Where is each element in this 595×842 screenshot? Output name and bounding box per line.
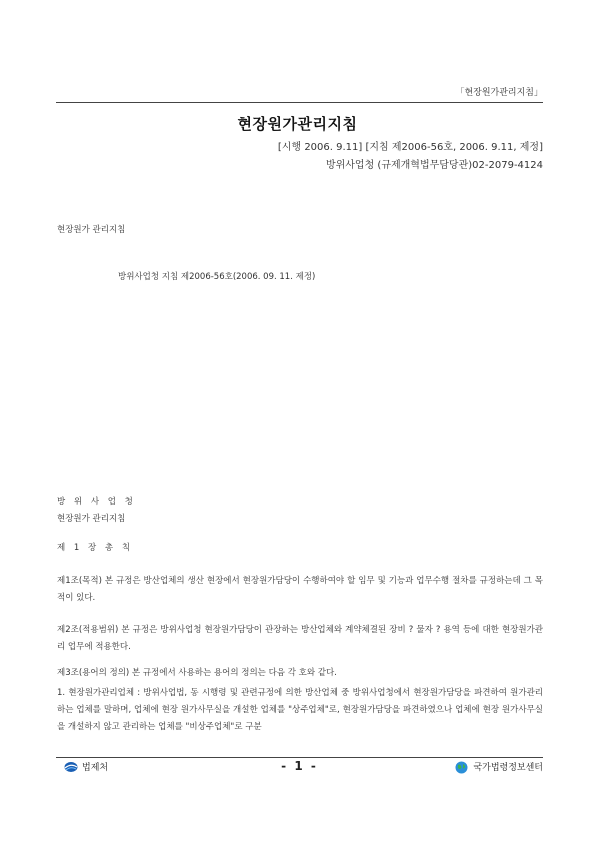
- header-rule: [56, 102, 543, 103]
- footer-right: [455, 760, 543, 773]
- footer-rule: [56, 757, 543, 758]
- law-name: 현장원가 관리지침: [57, 225, 126, 235]
- article-3: 제3조(용어의 정의) 본 규정에서 사용하는 용어의 정의는 다음 각 호와 같다.: [57, 668, 337, 678]
- article-2: 제2조(적용범위) 본 규정은 방위사업청 현장원가담당이 관장하는 방산업체와 계약체결된 장비 ? 물자 ? 용역 등에 대한 현장원가관리 업무에 적용한다.: [57, 625, 543, 652]
- chapter-heading: 제 1 장 총 칙: [57, 543, 131, 553]
- article-3-item-1: 1. 현장원가관리업체 : 방위사업법, 동 시행령 및 관련규정에 의한 방산업체 중 방위사업청에서 현장원가담당을 파견하여 원가관리하는 업체를 말하며, 업체에 현장 원가사무실을 개설한 업체를 "상주업체"로, 현장원가담당을 파견하였으나 업체에 현장 원가사무실을 개설하지 않고 관리하는 업체를 "비상주업체"로 구분: [57, 688, 543, 732]
- agency-line: 방위사업청 (규제개혁법무담당관)02-2079-4124: [325, 160, 543, 171]
- header-tag: 「현장원가관리지침」: [455, 88, 543, 98]
- law-name-repeat: 현장원가 관리지침: [57, 514, 126, 524]
- directive-line: 방위사업청 지침 제2006-56호(2006. 09. 11. 제정): [118, 272, 316, 282]
- footer-left-label: 법제처: [82, 763, 109, 773]
- article-1: 제1조(목적) 본 규정은 방산업체의 생산 현장에서 현장원가담당이 수행하여야 할 임무 및 기능과 업무수행 절차를 규정하는데 그 목적이 있다.: [57, 576, 543, 603]
- enforcement-line: [시행 2006. 9.11] [지침 제2006-56호, 2006. 9.11, 제정]: [277, 142, 543, 153]
- page-footer: [56, 760, 543, 774]
- globe-icon: [455, 761, 469, 773]
- ministry-name: 방 위 사 업 청: [57, 497, 136, 507]
- page-number: - 1 -: [281, 759, 318, 773]
- document-title: 현장원가관리지침: [237, 115, 358, 133]
- footer-right-label: 국가법령정보센터: [473, 763, 543, 773]
